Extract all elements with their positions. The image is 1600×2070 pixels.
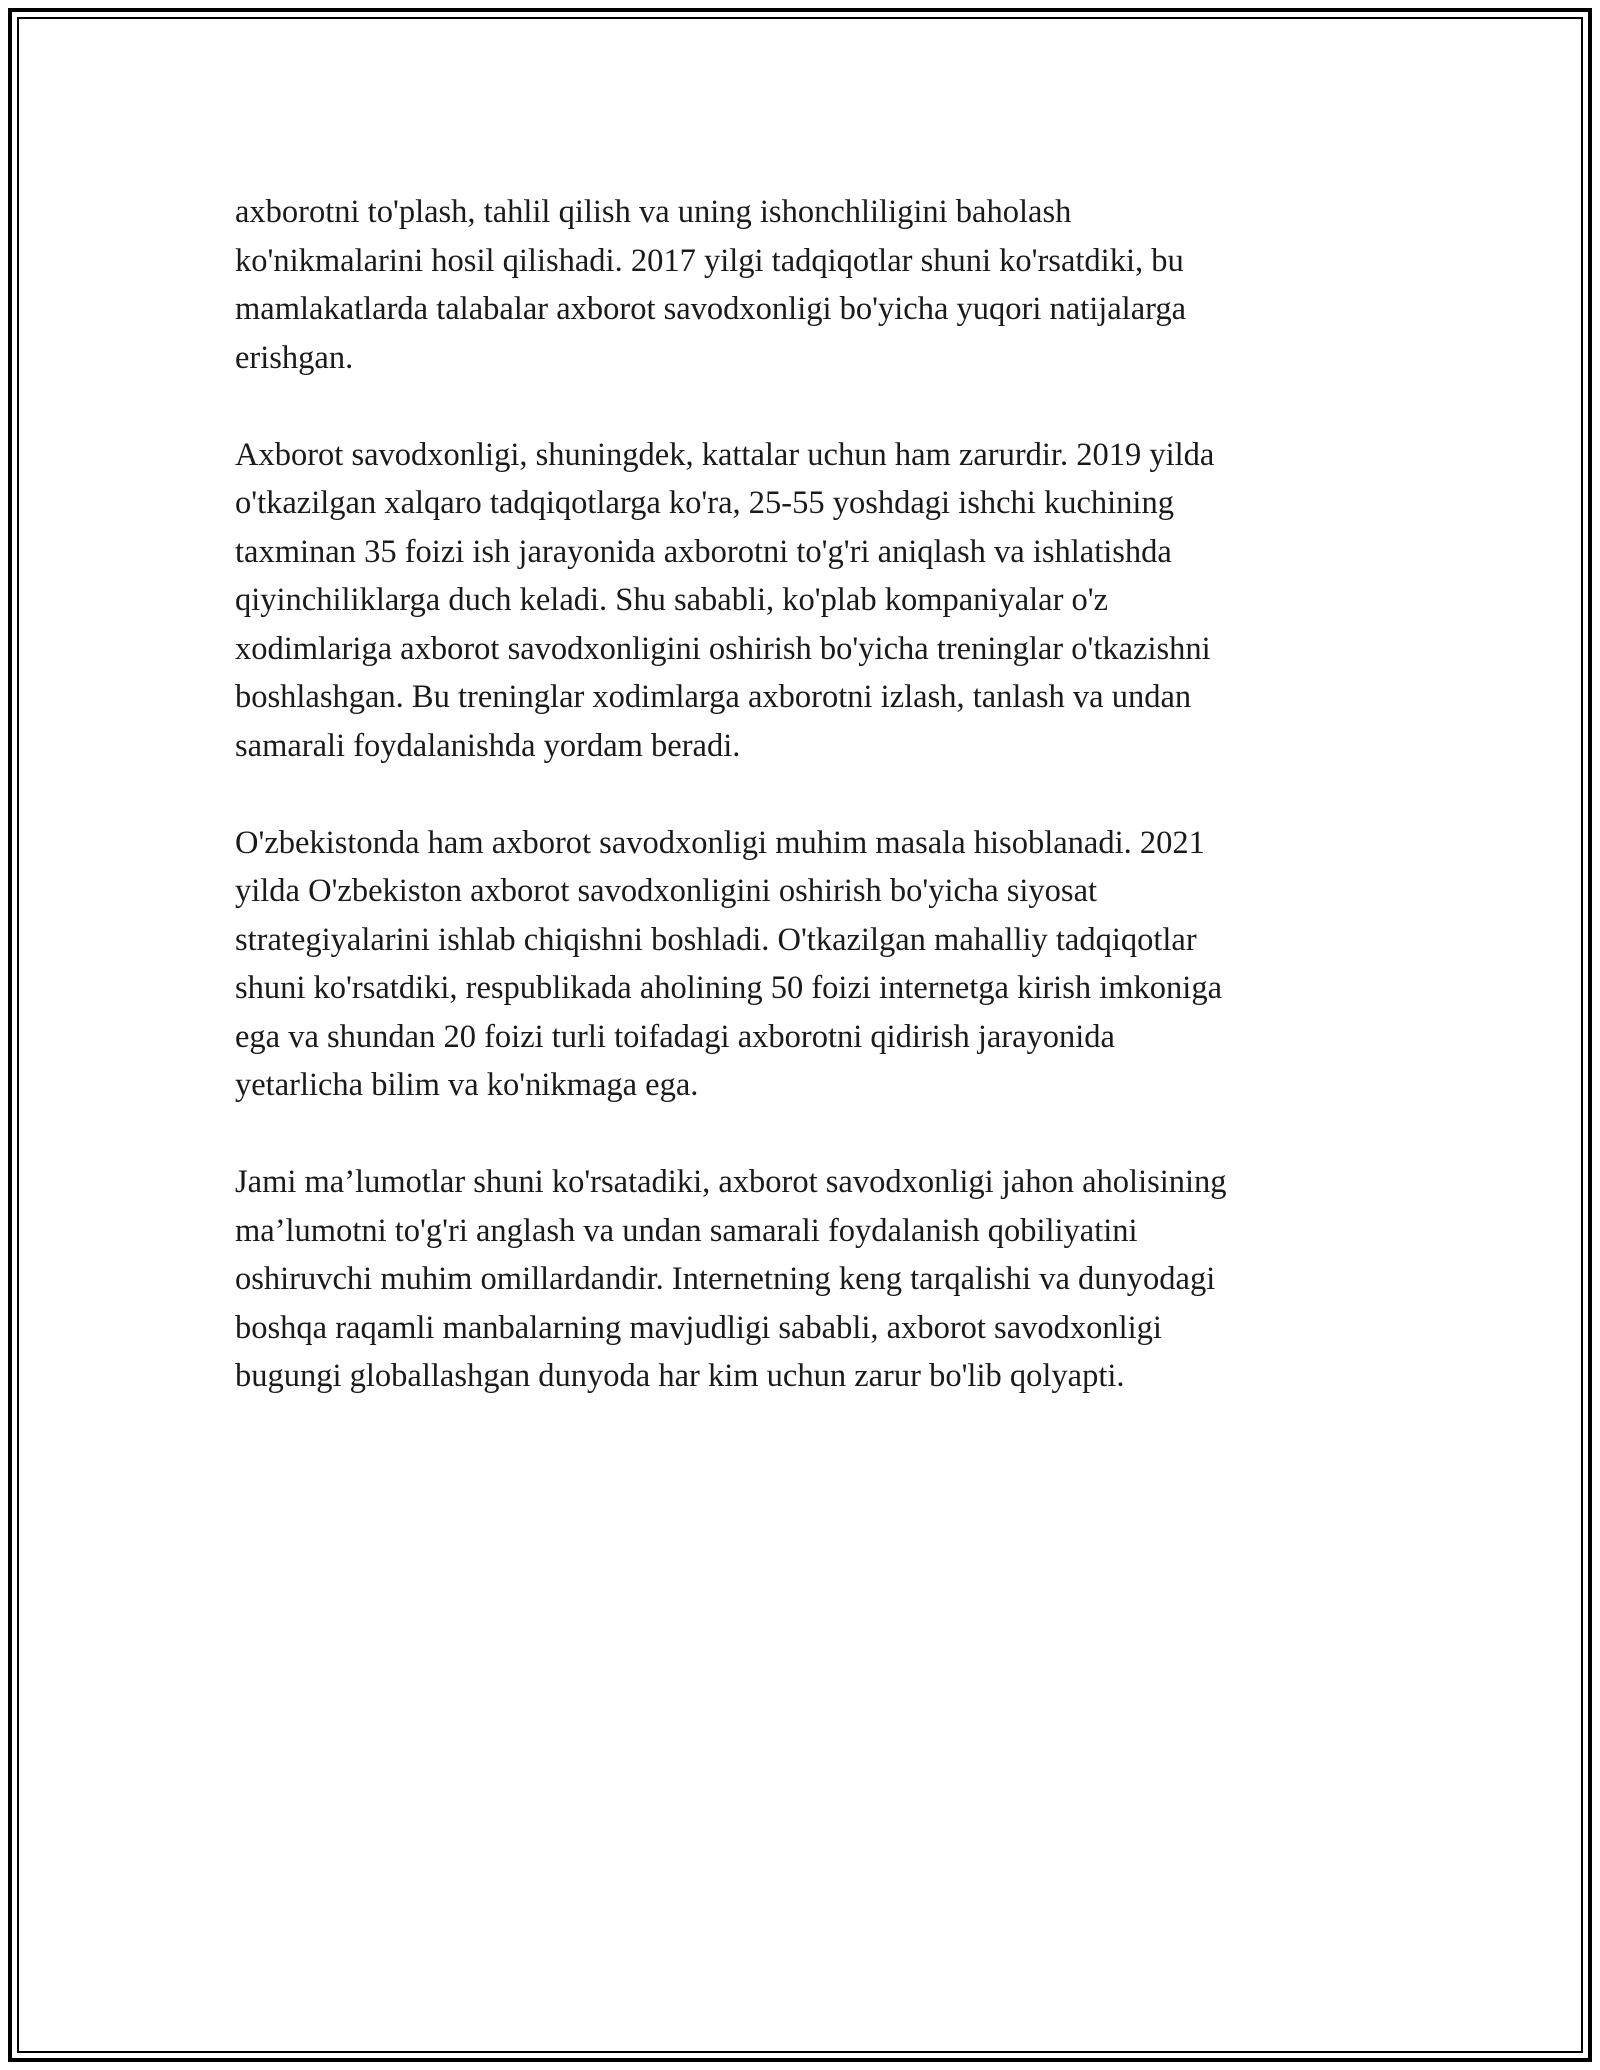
paragraph: axborotni to'plash, tahlil qilish va uning ishonchliligini baholash ko'nikmalarini hosil qilishadi. 2017 yilgi tadqiqotlar shuni ko'rsatdiki, bu mamlakatlarda talabalar axborot savodxonligi bo'yicha yuqori natijalarga erishgan. xyxy=(235,194,1187,376)
paragraph: Jami ma’lumotlar shuni ko'rsatadiki, axborot savodxonligi jahon aholisining ma’lumotni to'g'ri anglash va undan samarali foydalanish qobiliyatini oshiruvchi muhim omillardandir. Internetning keng tarqalishi va dunyodagi boshqa raqamli manbalarning mavjudligi sababli, axborot savodxonligi bugungi globallashgan dunyoda har kim uchun zarur bo'lib qolyapti. xyxy=(235,1164,1227,1394)
document-body xyxy=(235,188,1365,1449)
paragraph: O'zbekistonda ham axborot savodxonligi muhim masala hisoblanadi. 2021 yilda O'zbekiston axborot savodxonligini oshirish bo'yicha siyosat strategiyalarini ishlab chiqishni boshladi. O'tkazilgan mahalliy tadqiqotlar shuni ko'rsatdiki, respublikada aholining 50 foizi internetga kirish imkoniga ega va shundan 20 foizi turli toifadagi axborotni qidirish jarayonida yetarlicha bilim va ko'nikmaga ega. xyxy=(235,824,1222,1103)
paragraph: Axborot savodxonligi, shuningdek, kattalar uchun ham zarurdir. 2019 yilda o'tkazilgan xalqaro tadqiqotlarga ko'ra, 25-55 yoshdagi ishchi kuchining taxminan 35 foizi ish jarayonida axborotni to'g'ri aniqlash va ishlatishda qiyinchiliklarga duch keladi. Shu sababli, ko'plab kompaniyalar o'z xodimlariga axborot savodxonligini oshirish bo'yicha treninglar o'tkazishni boshlashgan. Bu treninglar xodimlarga axborotni izlash, tanlash va undan samarali foydalanishda yordam beradi. xyxy=(235,436,1215,764)
